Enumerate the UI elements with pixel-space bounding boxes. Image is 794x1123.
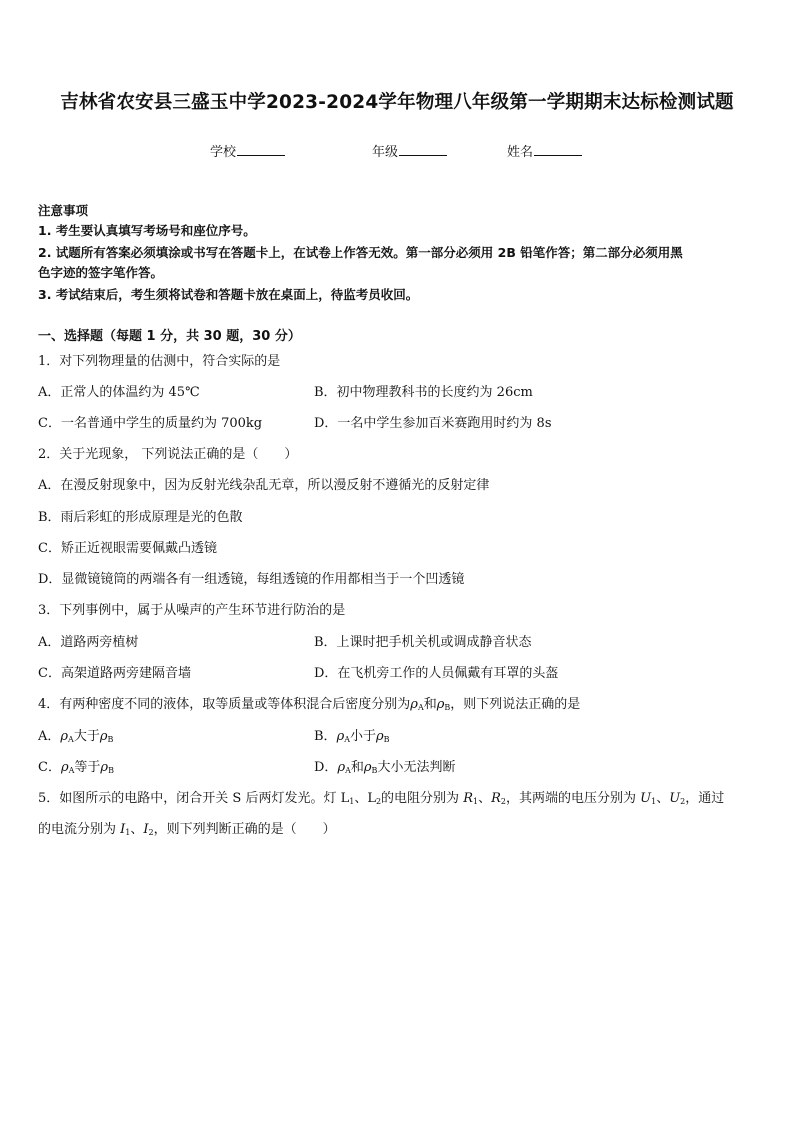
rho-symbol: ρ [410,697,418,712]
question-stem: 1．对下列物理量的估测中，符合实际的是 [38,354,281,369]
rho-symbol: ρ [60,729,69,744]
var-r: R [463,791,473,806]
name-label: 姓名 [507,145,534,160]
option-c[interactable]: C．一名普通中学生的质量约为 700kg [38,416,263,431]
subscript-b: B [107,735,114,744]
rho-symbol: ρ [337,760,346,775]
option-text: 大于 [73,729,100,744]
notes-heading: 注意事项 [38,203,89,218]
rho-symbol: ρ [363,760,372,775]
name-field[interactable] [507,141,582,160]
option-d[interactable]: D．在飞机旁工作的人员佩戴有耳罩的头盔 [314,666,559,681]
q5-text: ，通过 [685,791,725,806]
page-title: 吉林省农安县三盛玉中学2023-2024学年物理八年级第一学期期末达标检测试题 [60,92,734,113]
option-d[interactable] [314,759,455,780]
question-stem: 3．下列事例中，属于从噪声的产生环节进行防治的是 [38,603,346,618]
section-heading: 一、选择题（每题 1 分，共 30 题，30 分） [38,329,301,344]
school-field[interactable] [210,141,285,160]
separator: 、 [130,822,144,837]
subscript-2: 2 [148,828,154,837]
rho-symbol: ρ [376,729,384,744]
option-b[interactable]: B．雨后彩虹的形成原理是光的色散 [38,510,243,525]
q5-text: ，其两端的电压分别为 [505,791,641,806]
grade-label: 年级 [372,145,399,160]
rho-symbol: ρ [100,760,109,775]
student-info-fields [0,141,794,161]
q5-text: 5．如图所示的电路中，闭合开关 S 后两灯发光。灯 L [38,791,350,806]
option-d[interactable]: D．显微镜镜筒的两端各有一组透镜，每组透镜的作用都相当于一个凹透镜 [38,572,465,587]
separator: 、 [656,791,670,806]
option-label: B． [314,729,337,744]
option-c[interactable] [38,759,114,780]
rho-symbol: ρ [336,729,345,744]
option-text: 等于 [74,760,101,775]
option-b[interactable] [314,728,390,749]
subscript-1: 1 [349,797,355,806]
option-a[interactable]: A．在漫反射现象中，因为反射光线杂乱无章，所以漫反射不遵循光的反射定律 [38,478,490,493]
option-label: A． [38,729,61,744]
and-text: 和 [423,697,437,712]
option-b[interactable]: B．初中物理教科书的长度约为 26cm [314,385,533,400]
subscript-2: 2 [375,797,382,806]
option-a[interactable]: A．正常人的体温约为 45℃ [38,385,200,400]
rho-symbol: ρ [60,760,69,775]
question-stem [38,696,580,717]
school-blank[interactable] [237,143,285,156]
var-i: I [120,822,126,837]
name-blank[interactable] [534,143,582,156]
q5-text: 的电流分别为 [38,822,121,837]
q4-stem-post: ，则下列说法正确的是 [450,697,581,712]
subscript-2: 2 [500,797,506,806]
subscript-2: 2 [680,797,686,806]
subscript-b: B [444,703,451,712]
q5-text: 、L [354,791,376,806]
option-c[interactable]: C．矫正近视眼需要佩戴凸透镜 [38,541,217,556]
option-label: C． [38,760,61,775]
subscript-b: B [108,766,114,775]
subscript-a: A [345,766,351,775]
q5-text: ，则下列判断正确的是（ ） [153,822,336,837]
option-d[interactable]: D．一名中学生参加百米赛跑用时约为 8s [314,416,552,431]
subscript-1: 1 [472,797,479,806]
option-b[interactable]: B．上课时把手机关机或调成静音状态 [314,635,532,650]
option-label: D． [314,760,338,775]
grade-field[interactable] [372,141,447,160]
note-item: 1. 考生要认真填写考场号和座位序号。 [38,223,256,238]
question-stem: 2．关于光现象， 下列说法正确的是（ ） [38,447,298,462]
option-c[interactable]: C．高架道路两旁建隔音墙 [38,666,191,681]
var-r: R [491,791,501,806]
option-text: 小于 [350,729,377,744]
question-stem-continued [38,821,336,842]
separator: 、 [478,791,492,806]
rho-symbol: ρ [99,729,108,744]
subscript-1: 1 [125,828,131,837]
var-u: U [640,791,652,806]
note-item: 2. 试题所有答案必须填涂或书写在答题卡上，在试卷上作答无效。第一部分必须用 2B 铅笔作答；第二部分必须用黑 [38,245,683,260]
q4-stem-pre: 4．有两种密度不同的液体，取等质量或等体积混合后密度分别为 [38,697,411,712]
rho-symbol: ρ [436,697,445,712]
option-a[interactable]: A．道路两旁植树 [38,635,139,650]
subscript-a: A [68,735,74,744]
subscript-a: A [417,703,424,712]
and-text: 和 [350,760,364,775]
school-label: 学校 [210,145,237,160]
grade-blank[interactable] [399,143,447,156]
question-stem [38,790,724,811]
subscript-b: B [383,735,390,744]
note-item: 3. 考试结束后，考生须将试卷和答题卡放在桌面上，待监考员收回。 [38,287,419,302]
note-item: 色字迹的签字笔作答。 [38,265,164,280]
subscript-b: B [371,766,378,775]
subscript-1: 1 [651,797,657,806]
option-text: 大小无法判断 [377,760,456,775]
subscript-a: A [68,766,75,775]
q5-text: 的电阻分别为 [381,791,464,806]
subscript-a: A [344,735,350,744]
var-u: U [669,791,681,806]
var-i: I [143,822,149,837]
option-a[interactable] [38,728,113,749]
